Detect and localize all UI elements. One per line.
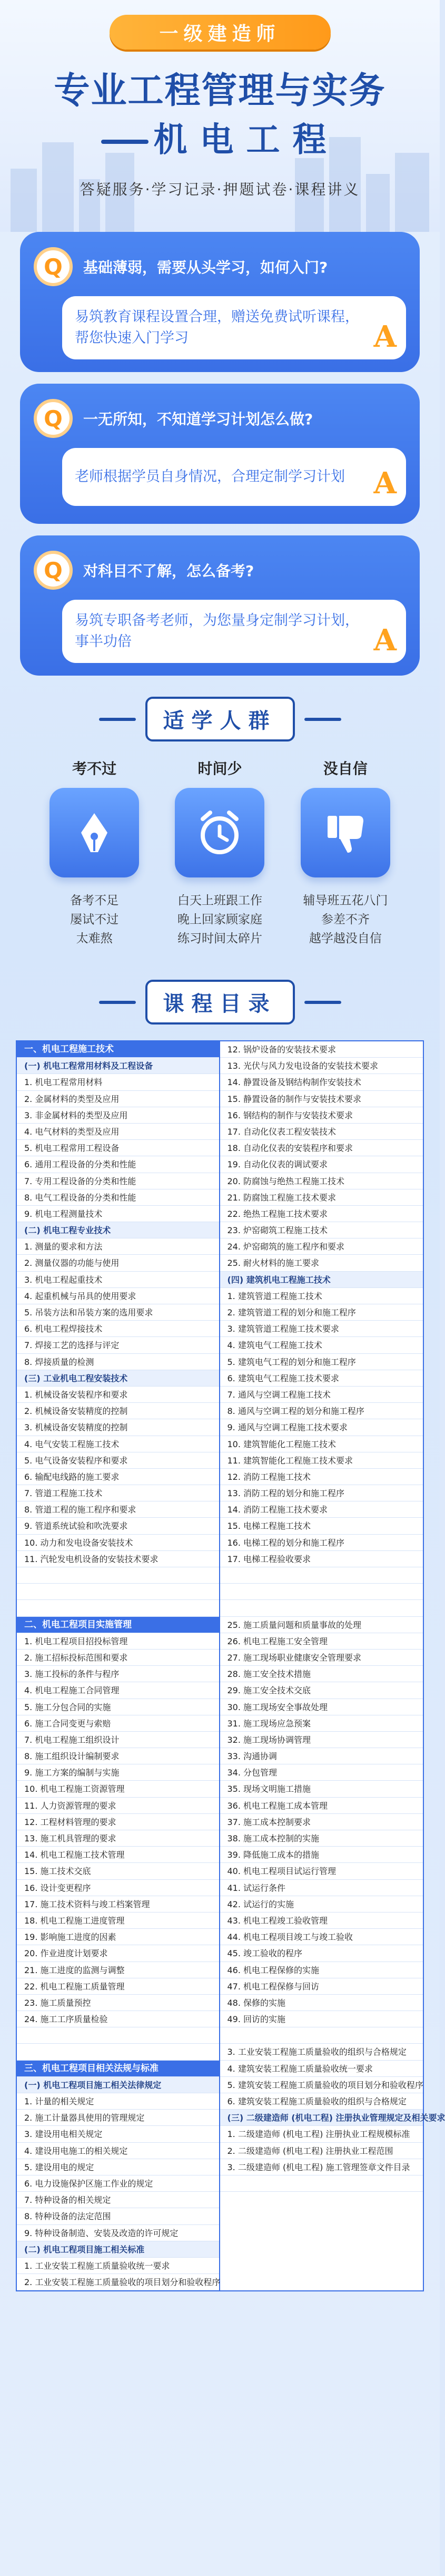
course-row: 8. 焊接质量的检测 [17,1354,219,1370]
course-empty-row [220,1600,423,1616]
course-section-heading: (三) 二级建造师 (机电工程) 注册执业管理规定及相关要求 [220,2110,423,2126]
course-row: 10. 动力和发电设备安装技术 [17,1535,219,1551]
question-text: 一无所知，不知道学习计划怎么做? [83,411,313,428]
course-row: 1. 建筑管道工程施工技术 [220,1288,423,1304]
course-empty-row [17,1567,219,1584]
course-row: 7. 机电工程施工组织设计 [17,1732,219,1748]
course-table [16,1040,445,2291]
course-column-right [220,1041,445,2290]
course-row: 9. 施工方案的编制与实施 [17,1764,219,1781]
course-row: 5. 建筑安装工程施工质量验收的项目划分和验收程序 [220,2077,423,2093]
audience-item [167,757,272,948]
course-row: 2. 施工计量器具使用的管理规定 [17,2110,219,2126]
title-divider [99,718,136,721]
course-section-heading: (四) 建筑机电工程施工技术 [220,1272,423,1288]
course-row: 33. 沟通协调 [220,1748,423,1764]
course-row: 49. 回访的实施 [220,2011,423,2027]
course-row: 5. 电气设备安装程序和要求 [17,1452,219,1469]
audience-section-title [0,697,440,741]
answer-text: 易筑专职备考老师，为您量身定制学习计划，事半功倍 [75,612,359,650]
course-row: 1. 二级建造师 (机电工程) 注册执业工程规模标准 [220,2126,423,2142]
qa-section [0,232,440,676]
course-row: 27. 施工现场职业健康安全管理要求 [220,1650,423,1666]
course-row: 11. 汽轮发电机设备的安装技术要求 [17,1551,219,1567]
course-row: 8. 电气工程设备的分类和性能 [17,1189,219,1206]
course-row: 3. 施工投标的条件与程序 [17,1666,219,1682]
course-row: 18. 机电工程施工进度管理 [17,1913,219,1929]
question-row [34,246,406,288]
service-tagline: 答疑服务·学习记录·押题试卷·课程讲义 [80,181,360,198]
course-row: 1. 计量的相关规定 [17,2093,219,2110]
course-row: 4. 电气材料的类型及应用 [17,1124,219,1140]
subtitle-dash [101,140,149,144]
course-row: 35. 现场文明施工措施 [220,1781,423,1797]
course-row: 25. 施工质量问题和质量事故的处理 [220,1617,423,1633]
course-row: 13. 光伏与风力发电设备的安装技术要求 [220,1058,423,1074]
course-row: 11. 建筑智能化工程施工技术要求 [220,1452,423,1469]
course-row: 9. 特种设备制造、安装及改造的许可规定 [17,2225,219,2241]
course-empty-row [220,2027,423,2044]
course-row: 19. 自动化仪表的调试要求 [220,1156,423,1173]
course-row: 6. 建筑安装工程施工质量验收的组织与合格规定 [220,2093,423,2110]
course-row: 15. 静置设备的制作与安装技术要求 [220,1091,423,1107]
audience-line: 参差不齐 [321,913,370,926]
audience-line: 白天上班跟工作 [177,894,262,908]
course-row: 3. 建筑管道工程施工技术要求 [220,1321,423,1337]
audience-heading: 时间少 [197,760,242,777]
course-empty-row [220,1584,423,1600]
course-row: 12. 消防工程施工技术 [220,1469,423,1485]
course-row: 4. 建设用电施工的相关规定 [17,2143,219,2159]
course-chapter-heading: 三、机电工程项目相关法规与标准 [17,2061,219,2077]
course-row: 2. 机械设备安装精度的控制 [17,1403,219,1419]
question-icon: Q [34,551,73,590]
course-title: 课程目录 [145,980,295,1024]
course-row: 17. 自动化仪表工程安装技术 [220,1124,423,1140]
course-row: 15. 施工技术交底 [17,1863,219,1879]
course-row: 8. 管道工程的施工程序和要求 [17,1501,219,1518]
answer-icon: A [373,319,397,354]
course-row: 37. 施工成本控制要求 [220,1814,423,1830]
course-row: 32. 施工现场协调管理 [220,1732,423,1748]
course-row: 4. 建筑电气工程施工技术 [220,1337,423,1353]
course-row: 25. 耐火材料的施工要求 [220,1255,423,1271]
course-row: 5. 机电工程常用工程设备 [17,1140,219,1156]
course-row: 30. 施工现场安全事故处理 [220,1699,423,1715]
course-row: 7. 焊接工艺的选择与评定 [17,1337,219,1353]
course-section-heading: (一) 机电工程项目施工相关法律规定 [17,2077,219,2093]
course-row: 41. 试运行条件 [220,1880,423,1896]
course-row: 16. 钢结构的制作与安装技术要求 [220,1107,423,1124]
course-chapter-heading: 一、机电工程施工技术 [17,1041,219,1058]
answer-icon: A [373,466,397,501]
course-row: 39. 降低施工成本的措施 [220,1847,423,1863]
course-row: 7. 特种设备的相关规定 [17,2192,219,2208]
course-row: 4. 建筑安装工程施工质量验收统一要求 [220,2061,423,2077]
question-row [34,549,406,591]
course-section-heading: (二) 机电工程专业技术 [17,1222,219,1238]
course-empty-row [220,2175,423,2192]
course-row: 1. 机电工程项目招投标管理 [17,1633,219,1650]
title-divider [99,1001,136,1004]
course-row: 22. 绝热工程施工技术要求 [220,1206,423,1222]
qa-card [20,535,420,676]
course-empty-row [17,1584,219,1600]
course-row: 19. 影响施工进度的因素 [17,1929,219,1945]
course-row: 1. 工业安装工程施工质量验收统一要求 [17,2258,219,2274]
course-row: 42. 试运行的实施 [220,1896,423,1913]
course-row: 31. 施工现场应急预案 [220,1715,423,1732]
audience-line: 越学越没自信 [309,932,382,945]
course-row: 29. 施工安全技术交底 [220,1682,423,1699]
course-row: 3. 机电工程起重技术 [17,1272,219,1288]
course-row: 2. 施工招标投标范围和要求 [17,1650,219,1666]
course-row: 46. 机电工程保修的实施 [220,1962,423,1978]
course-row: 22. 机电工程施工质量管理 [17,1978,219,1995]
course-row: 43. 机电工程竣工验收管理 [220,1913,423,1929]
answer-icon: A [373,623,397,658]
answer-text: 老师根据学员自身情况，合理定制学习计划 [75,469,345,485]
exam-badge: 一级建造师 [110,15,331,50]
course-row: 7. 管道工程施工技术 [17,1485,219,1501]
course-row: 6. 建筑电气工程施工技术要求 [220,1370,423,1387]
answer-box [62,296,406,359]
page-title: 专业工程管理与实务 [54,70,386,112]
course-row: 21. 防腐蚀工程施工技术要求 [220,1189,423,1206]
course-row: 8. 特种设备的法定范围 [17,2208,219,2224]
course-row: 3. 二级建造师 (机电工程) 施工管理签章文件目录 [220,2159,423,2175]
course-row: 15. 电梯工程施工技术 [220,1518,423,1534]
audience-heading: 没自信 [323,760,368,777]
course-row: 1. 机电工程常用材料 [17,1074,219,1090]
course-row: 3. 建设用电相关规定 [17,2126,219,2142]
course-row: 4. 机电工程施工合同管理 [17,1682,219,1699]
course-row: 28. 施工安全技术措施 [220,1666,423,1682]
audience-line: 屡试不过 [70,913,119,926]
audience-line: 辅导班五花八门 [303,894,388,908]
course-column-left [17,1041,220,2290]
course-row: 6. 输配电线路的施工要求 [17,1469,219,1485]
course-row: 6. 电力设施保护区施工作业的规定 [17,2175,219,2192]
alarm-clock-icon [175,788,264,877]
course-section-title [0,980,440,1024]
course-row: 20. 防腐蚀与绝热工程施工技术 [220,1173,423,1189]
course-row: 4. 起重机械与吊具的使用要求 [17,1288,219,1304]
qa-card [20,384,420,524]
course-row: 3. 工业安装工程施工质量验收的组织与合格规定 [220,2044,423,2060]
course-row: 4. 电气安装工程施工技术 [17,1436,219,1452]
audience-lines [293,891,398,948]
answer-text: 易筑教育课程设置合理，赠送免费试听课程，帮您快速入门学习 [75,309,359,346]
course-row: 9. 管道系统试验和吹洗要求 [17,1518,219,1534]
course-row: 20. 作业进度计划要求 [17,1945,219,1962]
course-row: 26. 机电工程施工安全管理 [220,1633,423,1650]
audience-line: 练习时间太碎片 [177,932,262,945]
course-row: 9. 机电工程测量技术 [17,1206,219,1222]
answer-box [62,600,406,663]
course-row: 2. 测量仪器的功能与使用 [17,1255,219,1271]
course-row: 10. 机电工程施工资源管理 [17,1781,219,1797]
course-row: 5. 建筑电气工程的划分和施工程序 [220,1354,423,1370]
question-text: 对科目不了解，怎么备考? [83,562,254,580]
course-row: 17. 电梯工程验收要求 [220,1551,423,1567]
course-row: 18. 自动化仪表的安装程序和要求 [220,1140,423,1156]
page-subtitle: 机电工程 [153,121,339,160]
hero-banner [0,0,440,232]
course-row: 14. 机电工程施工技术管理 [17,1847,219,1863]
thumbs-down-icon [301,788,390,877]
course-row: 23. 施工质量预控 [17,1995,219,2011]
audience-grid [0,757,440,948]
title-divider [304,1001,341,1004]
pen-nib-icon [50,788,139,877]
course-row: 6. 机电工程焊接技术 [17,1321,219,1337]
audience-line: 太难熬 [76,932,113,945]
course-row: 45. 竣工验收的程序 [220,1945,423,1962]
audience-line: 晚上回家顾家庭 [177,913,262,926]
course-row: 1. 机械设备安装程序和要求 [17,1387,219,1403]
course-section-heading: (三) 工业机电工程安装技术 [17,1370,219,1387]
course-row: 2. 金属材料的类型及应用 [17,1091,219,1107]
course-row: 24. 炉窑砌筑的施工程序和要求 [220,1238,423,1255]
question-icon: Q [34,247,73,286]
course-row: 34. 分包管理 [220,1764,423,1781]
audience-item [42,757,147,948]
question-text: 基础薄弱，需要从头学习，如何入门? [83,259,328,276]
course-empty-row [17,2027,219,2044]
course-row: 5. 吊装方法和吊装方案的选用要求 [17,1304,219,1321]
course-row: 3. 非金属材料的类型及应用 [17,1107,219,1124]
page-subtitle-row [0,113,440,161]
audience-title: 适学人群 [145,697,295,741]
course-empty-row [17,2044,219,2060]
course-row: 47. 机电工程保修与回访 [220,1978,423,1995]
course-row: 13. 消防工程的划分和施工程序 [220,1485,423,1501]
course-row: 48. 保修的实施 [220,1995,423,2011]
course-row: 1. 测量的要求和方法 [17,1238,219,1255]
course-row: 2. 工业安装工程施工质量验收的项目划分和验收程序 [17,2274,219,2290]
course-empty-row [220,1567,423,1584]
course-section-heading: (二) 机电工程项目施工相关标准 [17,2241,219,2258]
course-row: 2. 建筑管道工程的划分和施工程序 [220,1304,423,1321]
audience-heading: 考不过 [72,760,117,777]
course-row: 16. 电梯工程的划分和施工程序 [220,1535,423,1551]
course-row: 9. 通风与空调工程施工技术要求 [220,1419,423,1436]
title-divider [304,718,341,721]
audience-line: 备考不足 [70,894,119,908]
course-row: 5. 建设用电的规定 [17,2159,219,2175]
qa-card [20,232,420,372]
course-row: 6. 通用工程设备的分类和性能 [17,1156,219,1173]
course-row: 24. 施工工序质量检验 [17,2011,219,2027]
course-row: 16. 设计变更程序 [17,1880,219,1896]
course-empty-row [17,1600,219,1616]
course-row: 40. 机电工程项目试运行管理 [220,1863,423,1879]
course-row: 2. 二级建造师 (机电工程) 注册执业工程范围 [220,2143,423,2159]
course-row: 14. 静置设备及钢结构制作安装技术 [220,1074,423,1090]
audience-item [293,757,398,948]
audience-lines [42,891,147,948]
course-row: 13. 施工机具管理的要求 [17,1830,219,1847]
course-row: 38. 施工成本控制的实施 [220,1830,423,1847]
course-row: 14. 消防工程施工技术要求 [220,1501,423,1518]
course-row: 3. 机械设备安装精度的控制 [17,1419,219,1436]
course-row: 11. 人力资源管理的要求 [17,1798,219,1814]
course-row: 7. 通风与空调工程施工技术 [220,1387,423,1403]
course-row: 12. 锅炉设备的安装技术要求 [220,1041,423,1058]
audience-lines [167,891,272,948]
course-row: 17. 施工技术资料与竣工档案管理 [17,1896,219,1913]
course-row: 12. 工程材料管理的要求 [17,1814,219,1830]
course-row: 10. 建筑智能化工程施工技术 [220,1436,423,1452]
course-section-heading: (一) 机电工程常用材料及工程设备 [17,1058,219,1074]
course-chapter-heading: 二、机电工程项目实施管理 [17,1617,219,1633]
question-icon: Q [34,399,73,438]
course-row: 7. 专用工程设备的分类和性能 [17,1173,219,1189]
course-row: 6. 施工合同变更与索赔 [17,1715,219,1732]
course-row: 36. 机电工程施工成本管理 [220,1798,423,1814]
course-row: 44. 机电工程项目竣工与竣工验收 [220,1929,423,1945]
course-row: 8. 通风与空调工程的划分和施工程序 [220,1403,423,1419]
course-row: 23. 炉窑砌筑工程施工技术 [220,1222,423,1238]
answer-box [62,448,406,506]
course-row: 8. 施工组织设计编制要求 [17,1748,219,1764]
question-row [34,397,406,440]
course-row: 21. 施工进度的监测与调整 [17,1962,219,1978]
course-row: 5. 施工分包合同的实施 [17,1699,219,1715]
